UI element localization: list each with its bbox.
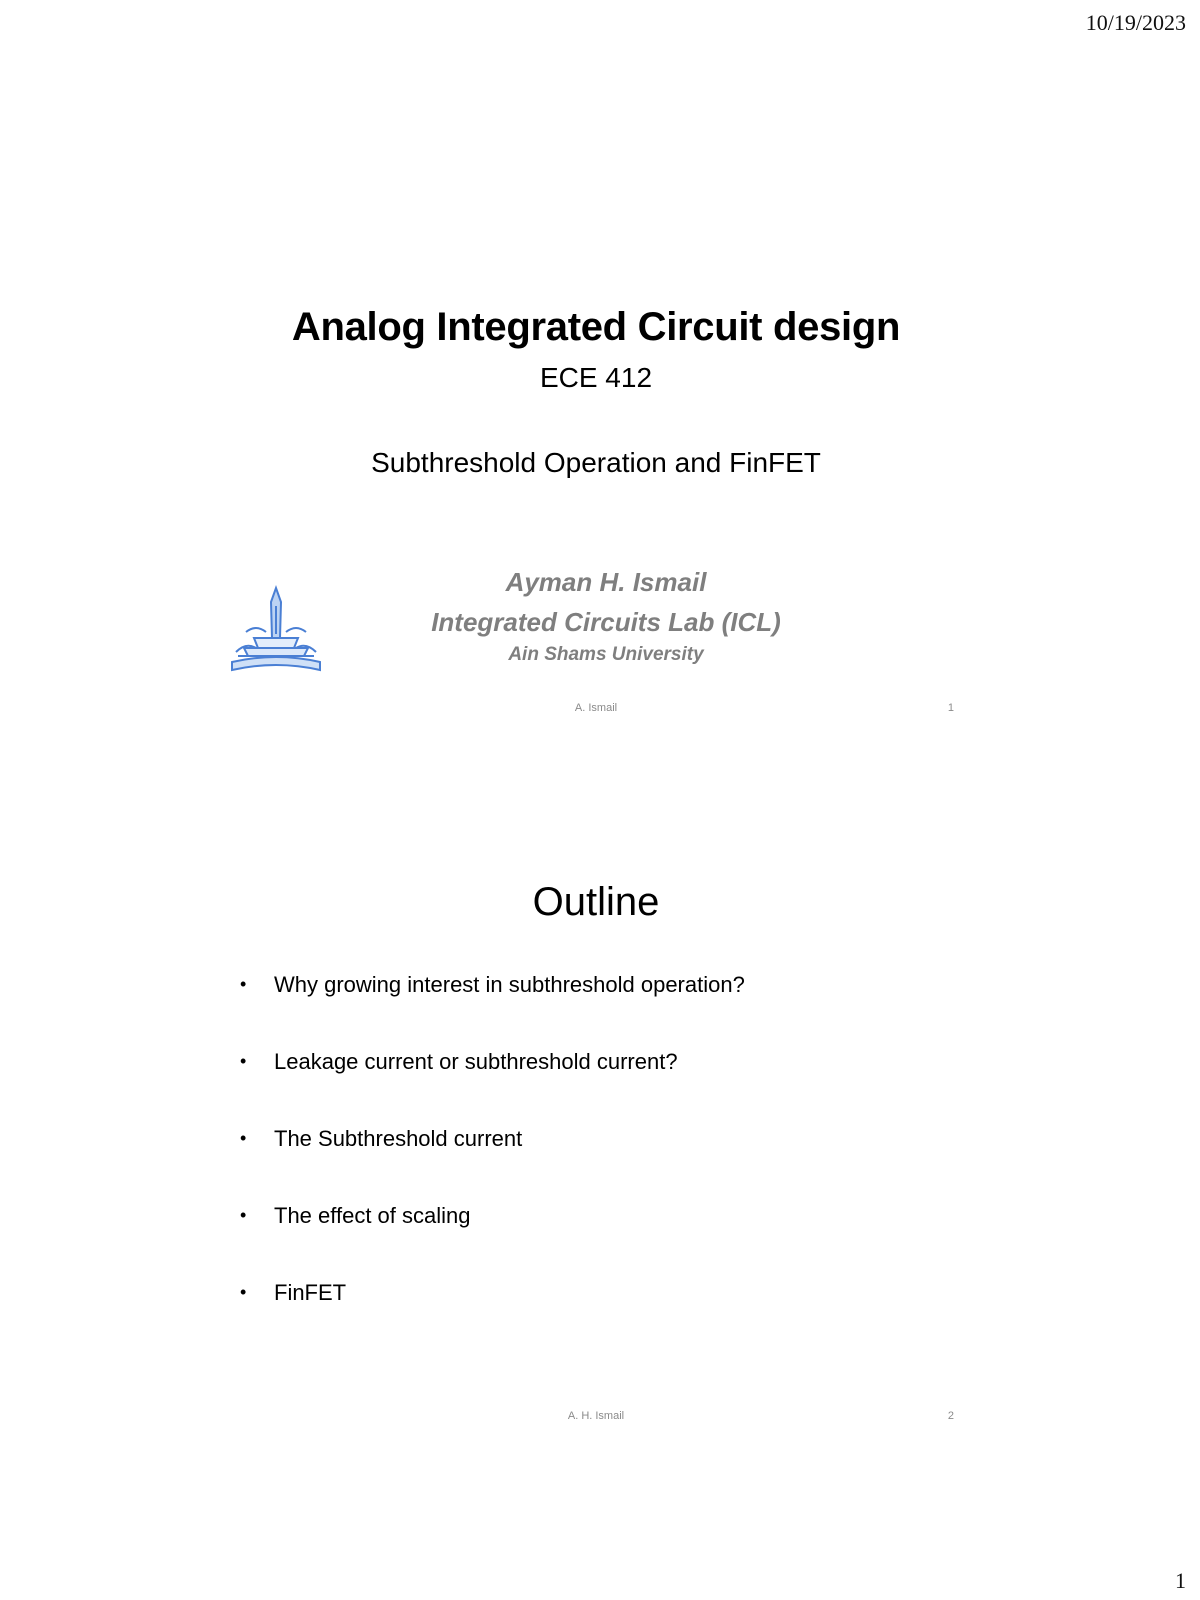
slide-footer-number: 2: [947, 1410, 954, 1422]
bullet-icon: •: [240, 1282, 247, 1302]
slide-subtitle: Subthreshold Operation and FinFET: [371, 447, 821, 478]
bullet-icon: •: [240, 1205, 247, 1225]
bullet-icon: •: [240, 974, 247, 994]
list-item-text: FinFET: [274, 1280, 347, 1305]
outline-slide: [226, 870, 966, 1422]
list-item: [240, 972, 745, 1049]
list-item-text: The Subthreshold current: [274, 1126, 523, 1151]
course-code: ECE 412: [539, 362, 653, 393]
page-date: 10/19/2023: [1085, 10, 1186, 35]
title-slide: [226, 290, 966, 750]
bullet-icon: •: [240, 1128, 247, 1148]
slide-title: Analog Integrated Circuit design: [291, 305, 901, 349]
outline-title: Outline: [532, 880, 660, 924]
list-item: [240, 1049, 745, 1126]
author-lab: Integrated Circuits Lab (ICL): [431, 607, 781, 637]
author-block: [386, 562, 826, 668]
list-item-text: Leakage current or subthreshold current?: [274, 1049, 678, 1074]
slide-footer-author: A. Ismail: [574, 702, 618, 714]
author-university: Ain Shams University: [508, 644, 704, 665]
list-item: [240, 1203, 745, 1280]
page-number: 1: [1175, 1568, 1186, 1593]
university-logo-icon: [226, 582, 326, 674]
slide-footer-number: 1: [947, 702, 954, 714]
bullet-icon: •: [240, 1051, 247, 1071]
outline-list: [240, 972, 745, 1357]
list-item: [240, 1280, 745, 1357]
list-item-text: Why growing interest in subthreshold operation?: [274, 972, 745, 997]
list-item: [240, 1126, 745, 1203]
author-name: Ayman H. Ismail: [505, 567, 707, 597]
slide-footer-author: A. H. Ismail: [567, 1410, 625, 1422]
list-item-text: The effect of scaling: [274, 1203, 471, 1228]
